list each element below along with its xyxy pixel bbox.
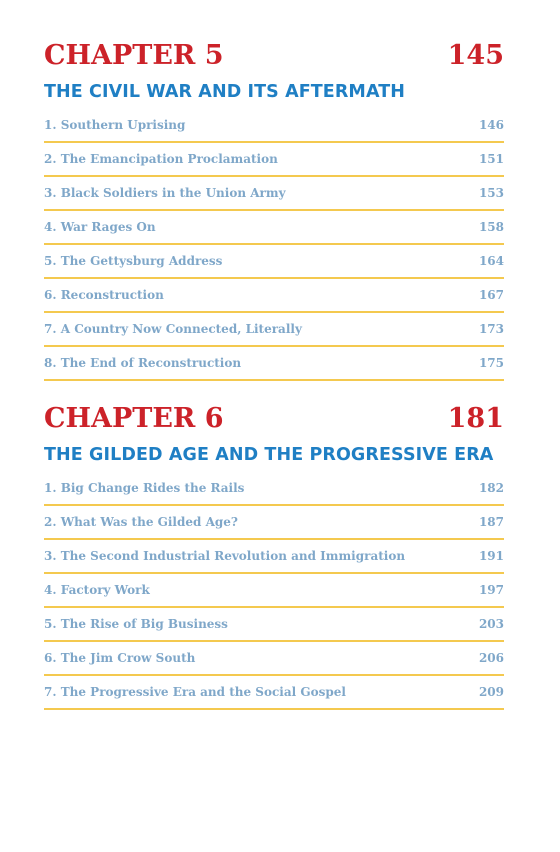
entry-page-number: 158 (478, 220, 504, 234)
chapter-title: THE GILDED AGE AND THE PROGRESSIVE ERA (44, 445, 494, 465)
toc-entry[interactable] (44, 279, 504, 313)
toc-entry[interactable] (44, 109, 504, 143)
entry-label: 8. The End of Reconstruction (44, 356, 242, 370)
entry-label: 4. Factory Work (44, 583, 150, 597)
entry-page-number: 191 (478, 549, 504, 563)
toc-entry[interactable] (44, 245, 504, 279)
chapter-title: THE CIVIL WAR AND ITS AFTERMATH (44, 82, 406, 102)
entry-label: 1. Big Change Rides the Rails (44, 481, 245, 495)
entry-page-number: 197 (478, 583, 504, 597)
toc-entry[interactable] (44, 313, 504, 347)
toc-entry[interactable] (44, 642, 504, 676)
chapter-heading: CHAPTER 5 (44, 40, 224, 71)
chapter-header (44, 403, 504, 435)
entry-page-number: 173 (478, 322, 504, 336)
toc-entry[interactable] (44, 472, 504, 506)
entry-page-number: 206 (478, 651, 504, 665)
entry-page-number: 151 (478, 152, 504, 166)
entry-label: 5. The Gettysburg Address (44, 254, 223, 268)
entry-label: 6. The Jim Crow South (44, 651, 196, 665)
entry-label: 7. The Progressive Era and the Social Gospel (44, 685, 346, 699)
entry-label: 1. Southern Uprising (44, 118, 186, 132)
entry-label: 2. The Emancipation Proclamation (44, 152, 278, 166)
chapter-page-number: 145 (447, 40, 504, 71)
entry-label: 4. War Rages On (44, 220, 156, 234)
toc-entry[interactable] (44, 177, 504, 211)
entry-label: 3. The Second Industrial Revolution and Immigration (44, 549, 406, 563)
entry-page-number: 164 (478, 254, 504, 268)
chapter-5-section (44, 40, 504, 381)
entry-label: 5. The Rise of Big Business (44, 617, 228, 631)
entry-page-number: 153 (478, 186, 504, 200)
entry-label: 3. Black Soldiers in the Union Army (44, 186, 286, 200)
chapter-header (44, 40, 504, 72)
entry-page-number: 203 (478, 617, 504, 631)
entry-label: 2. What Was the Gilded Age? (44, 515, 238, 529)
entry-page-number: 146 (478, 118, 504, 132)
toc-entry[interactable] (44, 574, 504, 608)
toc-entry[interactable] (44, 540, 504, 574)
toc-entry[interactable] (44, 347, 504, 381)
entry-page-number: 182 (478, 481, 504, 495)
toc-entry[interactable] (44, 676, 504, 710)
entry-page-number: 187 (478, 515, 504, 529)
chapter-page-number: 181 (447, 403, 504, 434)
entry-page-number: 167 (478, 288, 504, 302)
table-of-contents (44, 40, 504, 732)
entry-page-number: 209 (478, 685, 504, 699)
entry-label: 6. Reconstruction (44, 288, 164, 302)
chapter-heading: CHAPTER 6 (44, 403, 224, 434)
toc-entry[interactable] (44, 143, 504, 177)
entry-page-number: 175 (478, 356, 504, 370)
toc-entry[interactable] (44, 608, 504, 642)
toc-entry[interactable] (44, 506, 504, 540)
chapter-6-section (44, 403, 504, 710)
entry-label: 7. A Country Now Connected, Literally (44, 322, 302, 336)
toc-entry[interactable] (44, 211, 504, 245)
